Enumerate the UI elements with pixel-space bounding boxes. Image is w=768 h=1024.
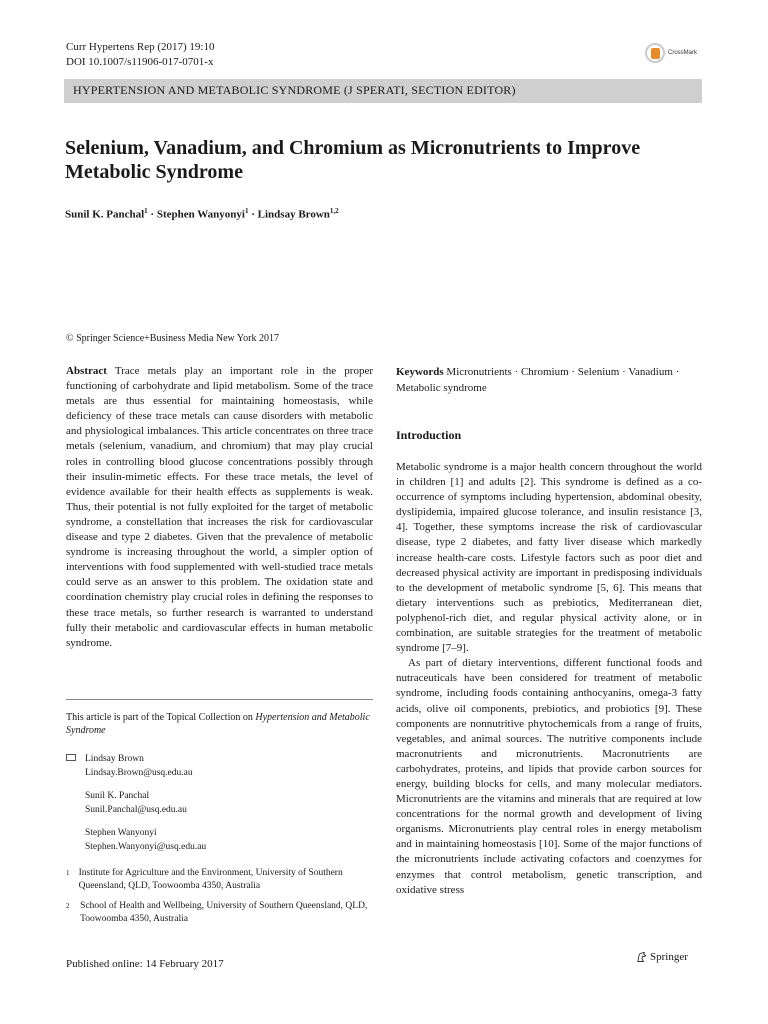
affiliation-number: 1: [66, 869, 70, 877]
topical-collection-name[interactable]: Hypertension and Metabolic Syndrome: [66, 712, 370, 736]
abstract-label: Abstract: [66, 365, 107, 377]
abstract: [66, 364, 373, 651]
affiliation-text: Institute for Agriculture and the Environment, University of Southern Queensland, QLD, Toowoomba 4350, Australia: [78, 868, 343, 891]
introduction-body: [396, 460, 702, 898]
keywords-label: Keywords: [396, 366, 444, 378]
affiliations: [66, 867, 376, 933]
keywords: [396, 364, 702, 396]
affiliation-number: 2: [66, 902, 70, 910]
citation-block: [66, 40, 214, 70]
contact-email[interactable]: Stephen.Wanyonyi@usq.edu.au: [85, 842, 207, 852]
author-affiliation-mark: 1: [244, 207, 249, 215]
copyright-notice: © Springer Science+Business Media New York 2017: [66, 333, 279, 344]
crossmark-icon: [645, 43, 665, 63]
crossmark-badge[interactable]: [645, 43, 697, 63]
envelope-icon: [66, 754, 76, 761]
paragraph: As part of dietary interventions, different functional foods and nutraceuticals have been considered for treatment of metabolic syndrome, including foods containing anthocyanins, omega-3 fatty acids, olive oil components, prebiotics, and probiotics [9]. These components are nonnutritive phytochemicals from a range of fruits, vegetables, and animal sources. The nutritive components include macronutrients and micronutrients. Macronutrients are carbohydrates, proteins, and lipids that provide carbon sources for energy, building blocks for cells, and many molecular mediators. Micronutrients are the vitamins and minerals that are required at low concentrations for the normal growth and development of living organisms. Micronutrients play central roles in energy metabolism and in maintaining homeostasis [10]. Some of the major functions of the micronutrients include activating cofactors and coenzymes for enzymes that control metabolism, genetic transcription, and oxidative stress: [396, 657, 702, 896]
author-affiliation-mark: 1,2: [329, 207, 339, 215]
contact-email[interactable]: Sunil.Panchal@usq.edu.au: [85, 805, 187, 815]
author-list: [65, 207, 339, 221]
contact-name: Lindsay Brown: [85, 754, 144, 764]
author-name[interactable]: Stephen Wanyonyi: [156, 208, 245, 221]
affiliation-item: [66, 900, 376, 926]
author-affiliation-mark: 1: [144, 207, 148, 215]
author-name[interactable]: Lindsay Brown: [257, 208, 330, 221]
contact-email[interactable]: Lindsay.Brown@usq.edu.au: [85, 768, 193, 778]
crossmark-label: CrossMark: [668, 50, 698, 56]
article-title: Selenium, Vanadium, and Chromium as Micronutrients to Improve Metabolic Syndrome: [65, 137, 641, 183]
corresponding-contacts: [66, 752, 206, 854]
abstract-text: Trace metals play an important role in the proper functioning of carbohydrate and lipid metabolism. Some of the trace metals are thus essential for maintaining homeostasis, while deficiency of these trace metals can cause disorders with metabolic and physiological imbalances. This article concentrates on three trace metals (selenium, vanadium, and chromium) that may play crucial roles in controlling blood glucose concentrations possibly through their insulin-mimetic effects. For these trace metals, the level of evidence available for their health effects as supplements is weak. Thus, their potential is not fully exploited for the target of metabolic syndrome, a constellation that increases the risk for cardiovascular disease and type 2 diabetes. Given that the prevalence of metabolic syndrome is increasing throughout the world, a simpler option of interventions with food supplemented with well-studied trace metals could serve as an answer to this problem. The oxidation state and coordination chemistry play crucial roles in defining the responses to these trace metals, so further research is warranted to understand fully their metabolic and cardiovascular effects in human metabolic syndrome.: [66, 365, 373, 649]
paragraph: Metabolic syndrome is a major health concern throughout the world in children [1] and adults [2]. This syndrome is defined as a co-occurrence of symptoms including hypertension, abdominal obesity, dyslipidemia, impaired glucose tolerance, and insulin resistance [3, 4]. Together, these symptoms increase the risk of cardiovascular disease, type 2 diabetes, and fatty liver disease which markedly increase health-care costs. Lifestyle factors such as poor diet and decreased physical activity are important in predisposing individuals to the development of metabolic syndrome [5, 6]. This means that dietary interventions such as prebiotics, Mediterranean diet, polyphenol-rich diet, and regular physical activity alone, or in combination, are suitable strategies for the treatment of metabolic syndrome [7–9].: [396, 461, 702, 655]
published-date: Published online: 14 February 2017: [66, 958, 224, 970]
footnote-divider: [66, 699, 373, 700]
journal-line: Curr Hypertens Rep (2017) 19:10: [66, 41, 215, 53]
section-title: HYPERTENSION AND METABOLIC SYNDROME (J SPERATI, SECTION EDITOR): [73, 83, 516, 97]
affiliation-item: [66, 867, 376, 893]
author-separator: ·: [147, 208, 157, 221]
author-separator: ·: [248, 208, 258, 221]
topical-collection-note: [66, 711, 373, 737]
contact-name: Sunil K. Panchal: [85, 791, 150, 801]
topical-prefix: This article is part of the Topical Collection on: [66, 712, 256, 723]
author-name[interactable]: Sunil K. Panchal: [65, 208, 145, 221]
affiliation-text: School of Health and Wellbeing, University of Southern Queensland, QLD, Toowoomba 4350, Australia: [80, 901, 368, 924]
springer-horse-icon: [636, 951, 647, 963]
keywords-text: Micronutrients · Chromium · Selenium · Vanadium · Metabolic syndrome: [396, 366, 680, 394]
introduction-heading: Introduction: [396, 428, 462, 442]
publisher-name: Springer: [650, 951, 688, 963]
contact-name: Stephen Wanyonyi: [85, 828, 157, 838]
doi-line[interactable]: DOI 10.1007/s11906-017-0701-x: [66, 56, 214, 68]
publisher-logo: [636, 951, 688, 963]
